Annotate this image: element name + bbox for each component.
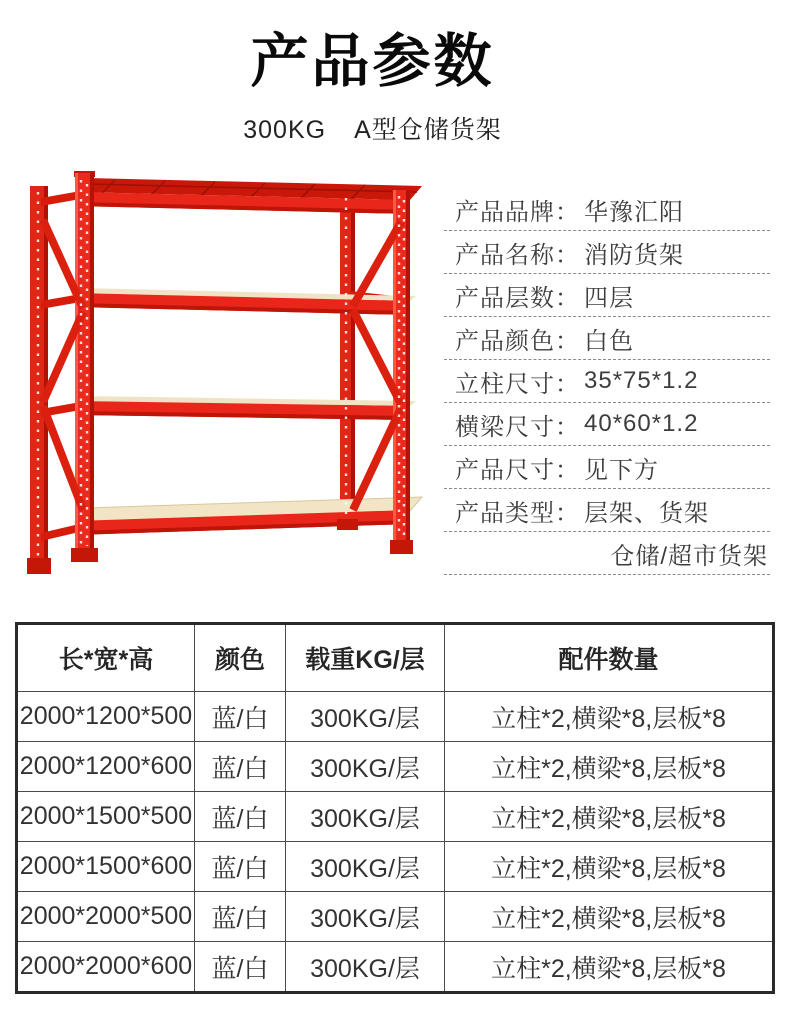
cell-load: 300KG/层 <box>286 742 445 791</box>
spec-row-brand <box>444 188 770 231</box>
spec-row-name <box>444 231 770 274</box>
table-header-row <box>18 625 772 692</box>
cell-color: 蓝/白 <box>195 742 286 791</box>
table-row <box>18 892 772 942</box>
cell-color: 蓝/白 <box>195 842 286 891</box>
col-header-accessories: 配件数量 <box>558 646 659 674</box>
cell-color: 蓝/白 <box>195 892 286 941</box>
spec-label: 产品颜色： <box>455 327 580 355</box>
cell-dimensions: 2000*1500*500 <box>18 792 195 841</box>
spec-value: 消防货架 <box>584 241 684 269</box>
col-header-color: 颜色 <box>195 625 286 691</box>
header <box>0 30 745 146</box>
cell-dimensions: 2000*1500*600 <box>18 842 195 891</box>
cell-dimensions: 2000*2000*600 <box>18 942 195 991</box>
spec-value: 层架、货架 <box>584 499 709 527</box>
subtitle-product-type: A型仓储货架 <box>354 115 502 144</box>
table-row <box>18 942 772 991</box>
cell-load: 300KG/层 <box>286 892 445 941</box>
rack-front-beams <box>75 192 410 535</box>
cell-color: 蓝/白 <box>195 792 286 841</box>
spec-row-color <box>444 317 770 360</box>
spec-label: 产品层数： <box>455 284 580 312</box>
cell-accessories: 立柱*2,横梁*8,层板*8 <box>491 804 726 833</box>
size-table <box>15 622 775 994</box>
cell-dimensions: 2000*1200*600 <box>18 742 195 791</box>
spec-label: 横梁尺寸： <box>455 413 580 441</box>
table-row <box>18 692 772 742</box>
table-row <box>18 742 772 792</box>
table-row <box>18 842 772 892</box>
cell-color: 蓝/白 <box>195 942 286 991</box>
cell-dimensions: 2000*1200*500 <box>18 692 195 741</box>
spec-row-beam-size <box>444 403 770 446</box>
table-row <box>18 792 772 842</box>
cell-accessories: 立柱*2,横梁*8,层板*8 <box>491 904 726 933</box>
spec-row-product-size <box>444 446 770 489</box>
cell-load: 300KG/层 <box>286 842 445 891</box>
spec-label: 产品尺寸： <box>455 456 580 484</box>
product-photo-rack <box>5 158 445 590</box>
spec-label: 产品名称： <box>455 241 580 269</box>
spec-value: 见下方 <box>584 456 659 484</box>
cell-dimensions: 2000*2000*500 <box>18 892 195 941</box>
spec-row-layers <box>444 274 770 317</box>
cell-accessories: 立柱*2,横梁*8,层板*8 <box>491 854 726 883</box>
cell-color: 蓝/白 <box>195 692 286 741</box>
spec-label: 立柱尺寸： <box>455 370 580 398</box>
spec-label: 产品类型： <box>455 499 580 527</box>
spec-value: 华豫汇阳 <box>584 198 684 226</box>
page-subtitle <box>0 110 745 146</box>
spec-list <box>444 188 770 575</box>
col-header-dimensions: 长*宽*高 <box>18 625 195 691</box>
spec-row-post-size <box>444 360 770 403</box>
spec-value: 四层 <box>584 284 634 312</box>
spec-label: 产品品牌： <box>455 198 580 226</box>
spec-row-product-type <box>444 489 770 532</box>
page-title: 产品参数 <box>250 29 495 94</box>
cell-accessories: 立柱*2,横梁*8,层板*8 <box>491 954 726 983</box>
spec-value: 白色 <box>584 327 634 355</box>
spec-value: 35*75*1.2 <box>584 367 699 394</box>
cell-load: 300KG/层 <box>286 792 445 841</box>
col-header-load: 载重KG/层 <box>286 625 445 691</box>
spec-row-product-type-cont <box>444 532 770 575</box>
spec-value: 仓储/超市货架 <box>610 542 768 570</box>
cell-load: 300KG/层 <box>286 692 445 741</box>
cell-accessories: 立柱*2,横梁*8,层板*8 <box>491 754 726 783</box>
subtitle-load-rating: 300KG <box>243 115 327 144</box>
cell-accessories: 立柱*2,横梁*8,层板*8 <box>491 704 726 733</box>
spec-value: 40*60*1.2 <box>584 410 699 437</box>
cell-load: 300KG/层 <box>286 942 445 991</box>
